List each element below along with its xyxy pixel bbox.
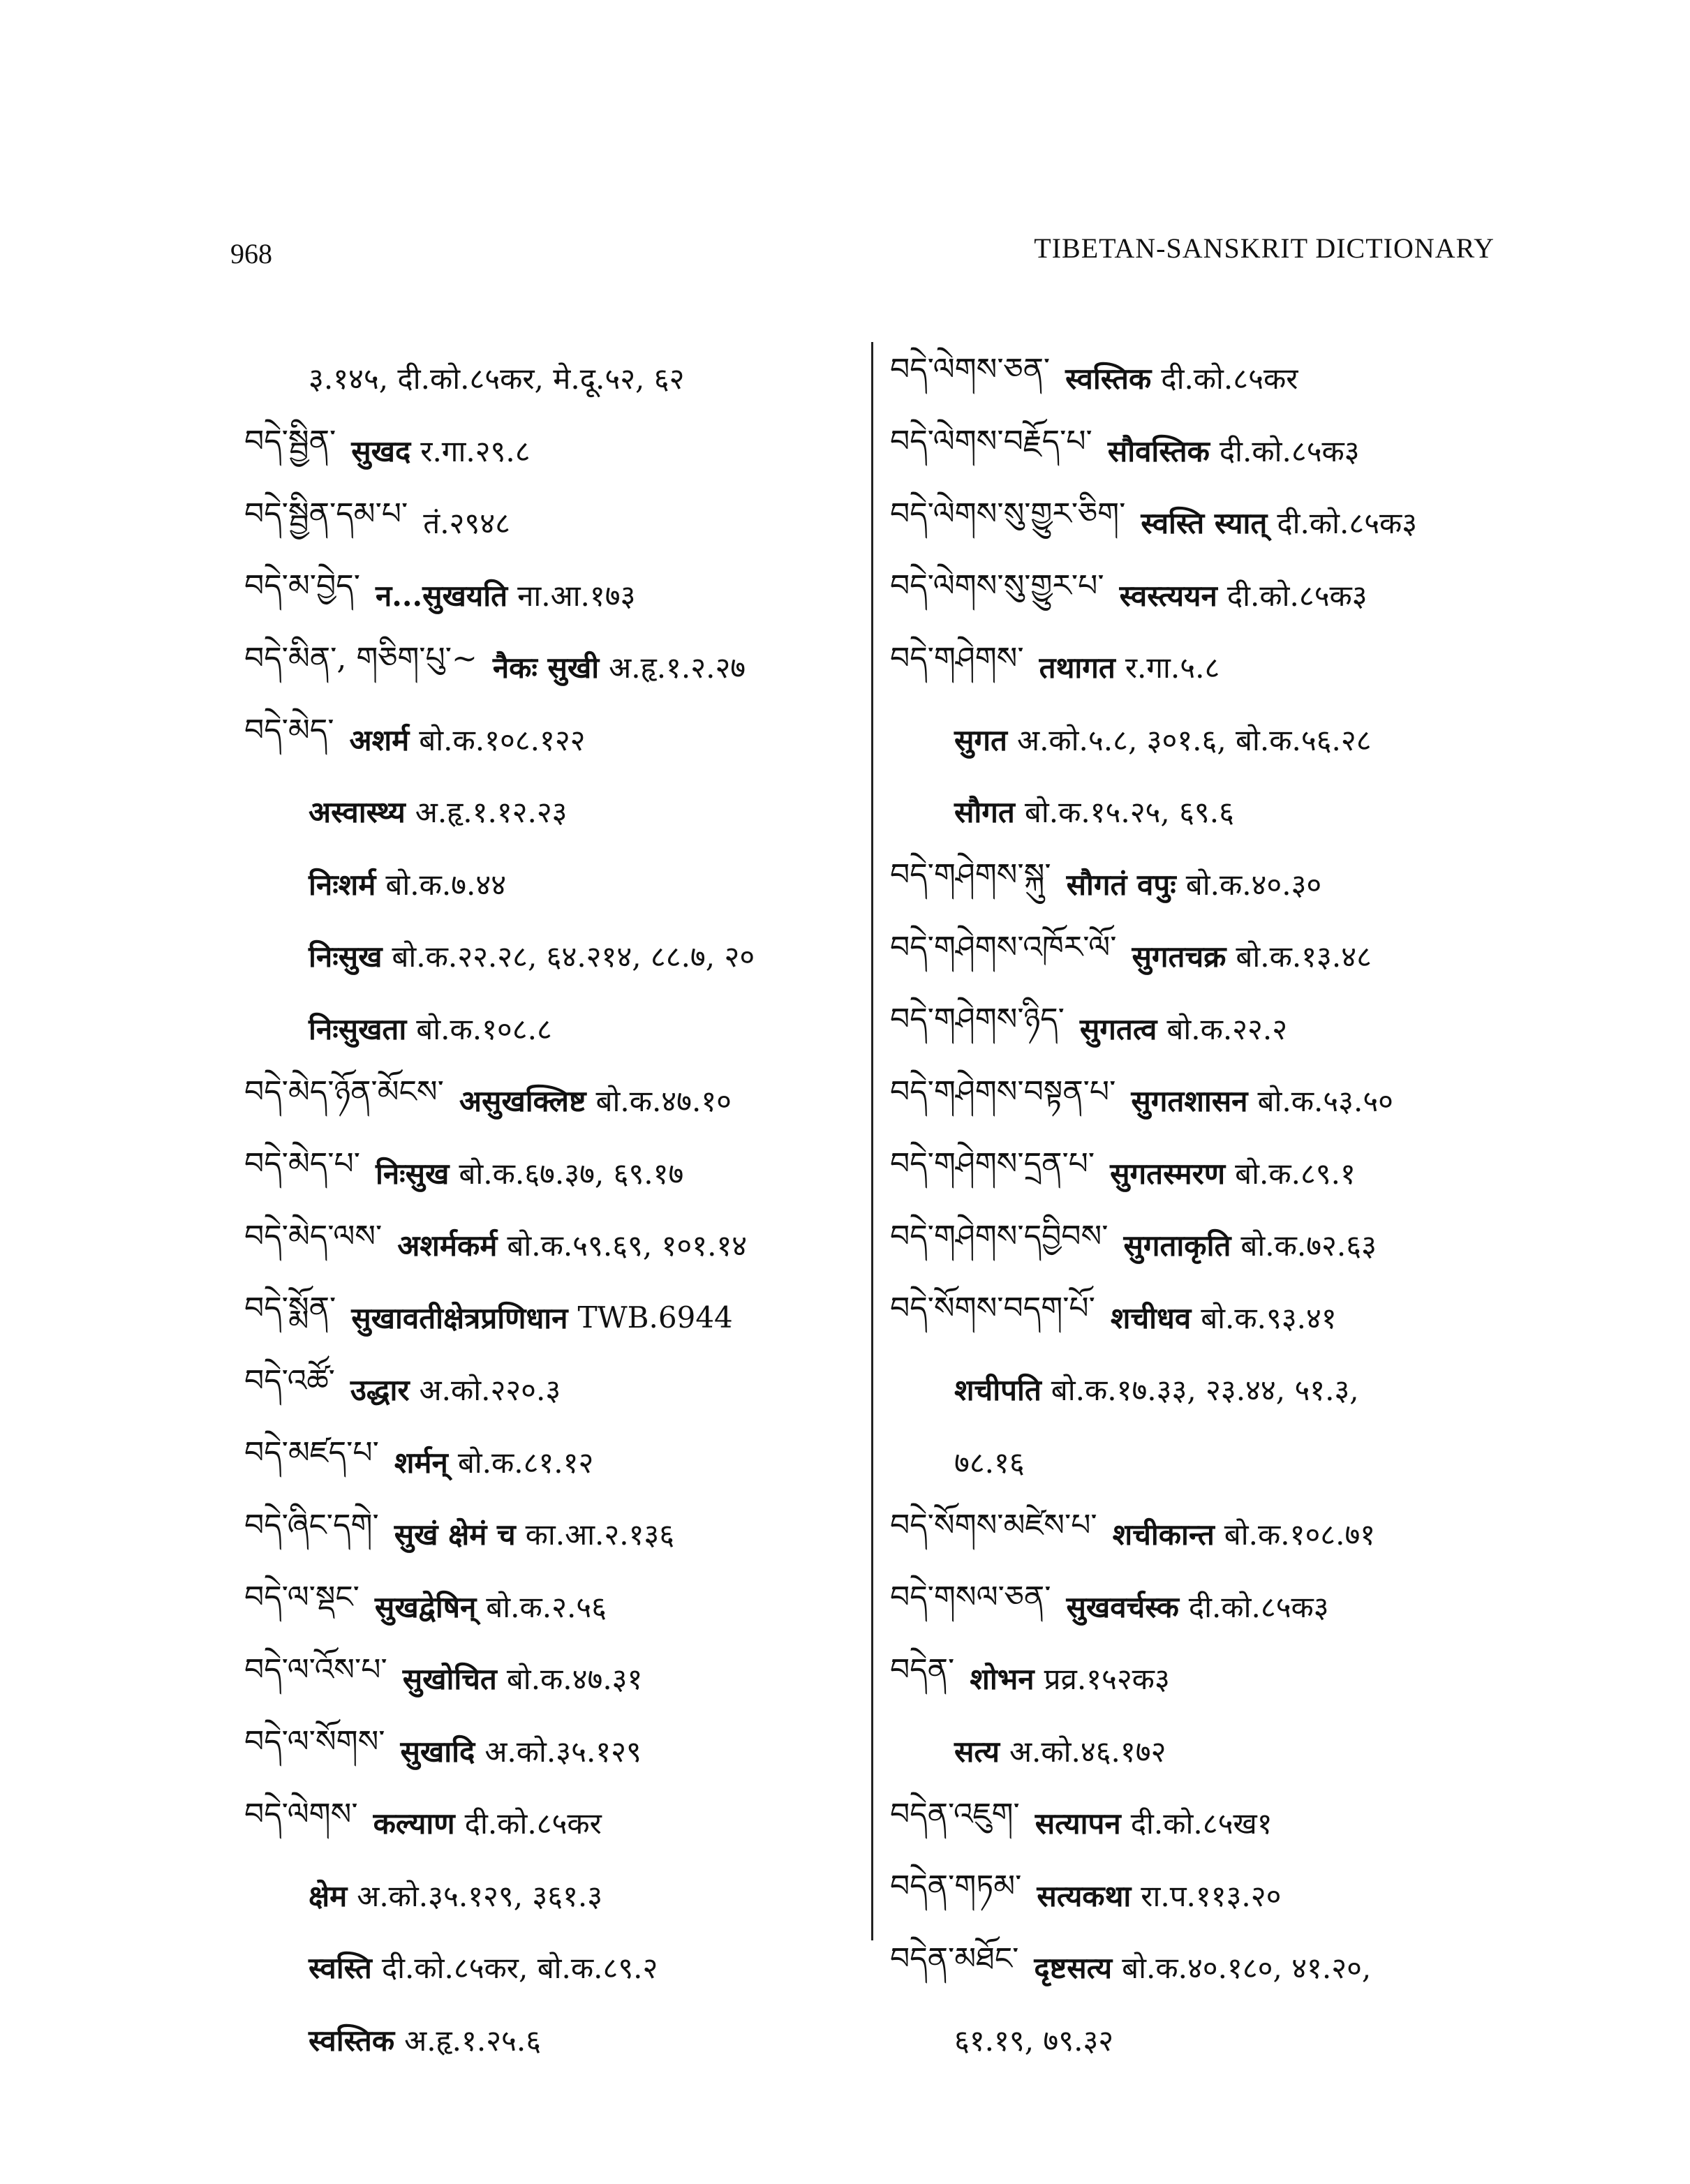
running-title: TIBETAN-SANSKRIT DICTIONARY xyxy=(1034,232,1495,264)
sanskrit-equivalent: सुगतत्व xyxy=(1079,1011,1157,1046)
sanskrit-equivalent: सौवस्तिक xyxy=(1107,433,1210,468)
sanskrit-equivalent: सत्य xyxy=(954,1734,1000,1769)
source-reference: अ.को.२२०.३ xyxy=(419,1373,561,1408)
source-reference: बो.क.५३.५० xyxy=(1257,1084,1394,1119)
tibetan-headword: བདེ་ལ་སྡང་ xyxy=(244,1580,360,1616)
source-reference: अ.को.३५.१२९ xyxy=(484,1734,642,1769)
tibetan-headword: བདེ་གསལ་ཅན་ xyxy=(890,1580,1051,1616)
source-reference: ना.आ.१७३ xyxy=(517,578,636,613)
dictionary-entry xyxy=(890,1931,1518,2004)
tibetan-headword: བདེ་མིན་, གཅིག་པུ་~ xyxy=(244,640,477,676)
source-reference: दी.को.८५क३ xyxy=(1188,1589,1329,1624)
source-reference: अ.हृ.१.२.२७ xyxy=(609,651,746,685)
tibetan-headword: བདེ་མེད་པ་ xyxy=(244,1146,360,1182)
dictionary-entry xyxy=(244,1353,859,1426)
sanskrit-equivalent: शोभन xyxy=(970,1662,1035,1697)
dictionary-entry xyxy=(890,1642,1518,1715)
sanskrit-equivalent: अस्वास्थ्य xyxy=(309,795,406,830)
tibetan-headword: བདེ་ལ་སོགས་ xyxy=(244,1724,385,1760)
sanskrit-equivalent: शचीधव xyxy=(1110,1300,1192,1335)
dictionary-entry xyxy=(890,2004,1518,2077)
sanskrit-equivalent: अशर्म xyxy=(349,722,410,757)
dictionary-entry xyxy=(244,1209,859,1282)
tibetan-headword: བདེ་མེད་ཉོན་མོངས་ xyxy=(244,1074,444,1110)
tibetan-headword: བདེ་གཤེགས་བསྟན་པ་ xyxy=(890,1074,1116,1110)
dictionary-entry xyxy=(890,559,1518,632)
dictionary-entry xyxy=(244,1715,859,1788)
sanskrit-equivalent: शर्मन् xyxy=(394,1445,448,1480)
source-reference: रा.प.११३.२० xyxy=(1141,1878,1282,1913)
dictionary-entry xyxy=(244,342,859,415)
tibetan-headword: བདེན་ xyxy=(890,1651,955,1688)
page-number: 968 xyxy=(230,238,272,269)
sanskrit-equivalent: सुखवर्चस्क xyxy=(1066,1589,1179,1624)
dictionary-entry xyxy=(244,415,859,487)
source-reference: बो.क.१०८.१२२ xyxy=(419,722,586,757)
source-reference: र.गा.२९.८ xyxy=(420,433,531,468)
source-reference: बो.क.५९.६९, १०१.१४ xyxy=(507,1228,748,1263)
tibetan-headword: བདེ་སྦྱིན་དམ་པ་ xyxy=(244,496,408,532)
dictionary-entry xyxy=(244,920,859,993)
source-reference: बो.क.१५.२५, ६९.६ xyxy=(1024,795,1234,830)
dictionary-entry xyxy=(244,1426,859,1499)
source-reference: अ.को.४६.१७२ xyxy=(1009,1734,1166,1769)
tibetan-headword: བདེ་མེད་ལས་ xyxy=(244,1218,383,1254)
sanskrit-equivalent: स्वस्तिक xyxy=(309,2023,395,2058)
sanskrit-equivalent: निःशर्म xyxy=(309,867,376,902)
dictionary-entry xyxy=(890,631,1518,704)
source-reference: बो.क.९३.४१ xyxy=(1201,1300,1337,1335)
tibetan-headword: བདེ་གཤེགས་དྲན་པ་ xyxy=(890,1146,1095,1182)
source-reference: अ.हृ.१.१२.२३ xyxy=(415,795,568,830)
dictionary-entry xyxy=(244,704,859,776)
source-reference: अ.हृ.१.२५.६ xyxy=(404,2023,542,2058)
tibetan-headword: བདེ་འཚོ་ xyxy=(244,1362,335,1399)
tibetan-headword: བདེ་གཤེགས་དབྱིབས་ xyxy=(890,1218,1109,1254)
source-reference: बो.क.४७.१० xyxy=(595,1084,732,1119)
dictionary-entry xyxy=(244,1282,859,1354)
sanskrit-equivalent: सुखद्वेषिन् xyxy=(374,1589,477,1624)
tibetan-headword: བདེན་མཐོང་ xyxy=(890,1940,1019,1977)
source-reference: बो.क.४०.३० xyxy=(1185,867,1322,902)
source-reference: दी.को.८५कर xyxy=(1161,362,1298,396)
tibetan-headword: བདེ་ལ་འོས་པ་ xyxy=(244,1651,387,1688)
tibetan-headword: བདེ་ལེགས་ xyxy=(244,1796,358,1832)
source-reference: बो.क.१०८.८ xyxy=(416,1011,552,1046)
dictionary-entry xyxy=(244,993,859,1065)
dictionary-entry xyxy=(890,993,1518,1065)
tibetan-headword: བདེ་གཤེགས་སྐུ་ xyxy=(890,857,1051,893)
tibetan-headword: བདེ་མ་བྱེད་ xyxy=(244,568,360,604)
source-reference: ६१.१९, ७९.३२ xyxy=(954,2023,1114,2058)
sanskrit-equivalent: उद्धार xyxy=(350,1373,410,1408)
source-reference: बो.क.१०८.७१ xyxy=(1224,1517,1376,1552)
source-reference: दी.को.८५क३ xyxy=(1226,578,1367,613)
source-reference: र.गा.५.८ xyxy=(1125,651,1220,685)
dictionary-entry xyxy=(244,631,859,704)
sanskrit-equivalent: निःसुखता xyxy=(309,1011,407,1046)
source-reference: प्रव्र.१५२क३ xyxy=(1044,1662,1170,1697)
source-reference: बो.क.६७.३७, ६९.१७ xyxy=(459,1156,684,1191)
dictionary-entry xyxy=(244,1787,859,1859)
source-reference: बो.क.१३.४८ xyxy=(1236,939,1372,974)
dictionary-entry xyxy=(244,1498,859,1570)
tibetan-headword: བདེ་སྨོན་ xyxy=(244,1291,336,1327)
dictionary-entry xyxy=(890,1715,1518,1788)
dictionary-entry xyxy=(890,342,1518,415)
source-reference: ३.१४५, दी.को.८५कर, मे.दू.५२, ६२ xyxy=(309,362,685,396)
dictionary-entry xyxy=(244,848,859,921)
dictionary-entry xyxy=(890,1064,1518,1137)
sanskrit-equivalent: सुगतशासन xyxy=(1131,1084,1248,1119)
tibetan-headword: བདེ་མེད་ xyxy=(244,713,334,749)
sanskrit-equivalent: स्वस्ति xyxy=(309,1951,372,1986)
source-reference: बो.क.७.४४ xyxy=(385,867,507,902)
source-reference: दी.को.८५कर, बो.क.८९.२ xyxy=(381,1951,658,1986)
sanskrit-equivalent: शचीपति xyxy=(954,1373,1042,1408)
sanskrit-equivalent: निःसुख xyxy=(309,939,383,974)
sanskrit-equivalent: सौगतं वपुः xyxy=(1066,867,1176,902)
sanskrit-equivalent: स्वस्ति स्यात् xyxy=(1141,506,1268,541)
dictionary-entry xyxy=(244,2004,859,2077)
dictionary-entry xyxy=(244,1859,859,1932)
sanskrit-equivalent: सुखावतीक्षेत्रप्रणिधान xyxy=(351,1300,568,1335)
tibetan-headword: བདེ་གཤེགས་ xyxy=(890,640,1024,676)
source-reference: बो.क.७२.६३ xyxy=(1240,1228,1377,1263)
sanskrit-equivalent: सत्यकथा xyxy=(1037,1878,1132,1913)
source-reference: अ.को.५.८, ३०१.६, बो.क.५६.२८ xyxy=(1016,722,1372,757)
sanskrit-equivalent: स्वस्तिक xyxy=(1065,362,1152,396)
source-reference: दी.को.८५क३ xyxy=(1219,433,1360,468)
tibetan-headword: བདེ་སོགས་བདག་པོ་ xyxy=(890,1291,1095,1327)
dictionary-entry xyxy=(890,415,1518,487)
sanskrit-equivalent: सुगताकृति xyxy=(1123,1228,1231,1263)
left-column xyxy=(244,342,859,2076)
sanskrit-equivalent: तथागत xyxy=(1039,651,1115,685)
source-reference: TWB.6944 xyxy=(577,1300,733,1335)
sanskrit-equivalent: स्वस्त्ययन xyxy=(1119,578,1217,613)
dictionary-entry xyxy=(244,1642,859,1715)
source-reference: बो.क.२२.२ xyxy=(1166,1011,1288,1046)
dictionary-entry xyxy=(890,848,1518,921)
column-divider xyxy=(871,342,873,1940)
sanskrit-equivalent: दृष्टसत्य xyxy=(1034,1951,1113,1986)
dictionary-entry xyxy=(244,1064,859,1137)
dictionary-entry xyxy=(890,1353,1518,1426)
dictionary-entry xyxy=(890,920,1518,993)
source-reference: दी.को.८५ख१ xyxy=(1130,1806,1273,1841)
source-reference: का.आ.२.१३६ xyxy=(525,1517,675,1552)
dictionary-entry xyxy=(890,775,1518,848)
sanskrit-equivalent: सौगत xyxy=(954,795,1015,830)
dictionary-entry xyxy=(890,486,1518,559)
dictionary-entry xyxy=(890,1787,1518,1859)
source-reference: बो.क.८१.१२ xyxy=(457,1445,594,1480)
dictionary-entry xyxy=(890,1498,1518,1570)
sanskrit-equivalent: नैकः सुखी xyxy=(492,651,600,685)
dictionary-entry xyxy=(890,1209,1518,1282)
tibetan-headword: བདེན་འཇུག་ xyxy=(890,1796,1020,1832)
sanskrit-equivalent: सुखद xyxy=(351,433,411,468)
right-column xyxy=(890,342,1518,2076)
dictionary-entry xyxy=(244,1570,859,1643)
sanskrit-equivalent: क्षेम xyxy=(309,1878,348,1913)
sanskrit-equivalent: न...सुखयति xyxy=(375,578,508,613)
source-reference: बो.क.४७.३१ xyxy=(506,1662,643,1697)
sanskrit-equivalent: असुखक्लिष्ट xyxy=(459,1084,586,1119)
source-reference: तं.२९४८ xyxy=(423,506,510,541)
sanskrit-equivalent: अशर्मकर्म xyxy=(397,1228,498,1263)
tibetan-headword: བདེན་གཏམ་ xyxy=(890,1869,1022,1905)
source-reference: बो.क.१७.३३, २३.४४, ५१.३, xyxy=(1051,1373,1359,1408)
sanskrit-equivalent: निःसुख xyxy=(375,1156,450,1191)
dictionary-entry xyxy=(890,1282,1518,1354)
source-reference: दी.को.८५कर xyxy=(464,1806,602,1841)
dictionary-entry xyxy=(890,1137,1518,1210)
dictionary-entry xyxy=(244,775,859,848)
source-reference: दी.को.८५क३ xyxy=(1277,506,1418,541)
sanskrit-equivalent: सुगत xyxy=(954,722,1007,757)
sanskrit-equivalent: शचीकान्त xyxy=(1112,1517,1215,1552)
dictionary-entry xyxy=(890,1859,1518,1932)
dictionary-entry xyxy=(244,486,859,559)
sanskrit-equivalent: सुखादि xyxy=(400,1734,475,1769)
dictionary-entry xyxy=(890,1426,1518,1499)
sanskrit-equivalent: सुखं क्षेमं च xyxy=(394,1517,516,1552)
tibetan-headword: བདེ་ལེགས་ཅན་ xyxy=(890,351,1051,387)
source-reference: बो.क.४०.१८०, ४१.२०, xyxy=(1122,1951,1372,1986)
tibetan-headword: བདེ་སོགས་མཛེས་པ་ xyxy=(890,1507,1097,1543)
sanskrit-equivalent: सत्यापन xyxy=(1035,1806,1121,1841)
tibetan-headword: བདེ་ལེགས་སུ་གྱུར་པ་ xyxy=(890,568,1104,604)
sanskrit-equivalent: सुखोचित xyxy=(402,1662,497,1697)
source-reference: ७८.१६ xyxy=(954,1445,1025,1480)
dictionary-entry xyxy=(890,1570,1518,1643)
source-reference: अ.को.३५.१२९, ३६१.३ xyxy=(357,1878,603,1913)
tibetan-headword: བདེ་གཤེགས་འཁོར་ལོ་ xyxy=(890,929,1117,965)
tibetan-headword: བདེ་ལེགས་བརྗོད་པ་ xyxy=(890,424,1092,460)
dictionary-entry xyxy=(244,559,859,632)
sanskrit-equivalent: सुगतचक्र xyxy=(1132,939,1226,974)
dictionary-entry xyxy=(244,1931,859,2004)
tibetan-headword: བདེ་ཞིང་དགེ་ xyxy=(244,1507,379,1543)
source-reference: बो.क.२.५६ xyxy=(486,1589,607,1624)
dictionary-entry xyxy=(244,1137,859,1210)
sanskrit-equivalent: कल्याण xyxy=(373,1806,455,1841)
source-reference: बो.क.२२.२८, ६४.२१४, ८८.७, २० xyxy=(392,939,755,974)
tibetan-headword: བདེ་སྦྱིན་ xyxy=(244,424,336,460)
tibetan-headword: བདེ་ལེགས་སུ་གྱུར་ཅིག་ xyxy=(890,496,1126,532)
tibetan-headword: བདེ་གཤེགས་ཉིད་ xyxy=(890,1002,1065,1038)
dictionary-entry xyxy=(890,704,1518,776)
source-reference: बो.क.८९.१ xyxy=(1235,1156,1356,1191)
sanskrit-equivalent: सुगतस्मरण xyxy=(1110,1156,1226,1191)
tibetan-headword: བདེ་མཛད་པ་ xyxy=(244,1435,379,1471)
